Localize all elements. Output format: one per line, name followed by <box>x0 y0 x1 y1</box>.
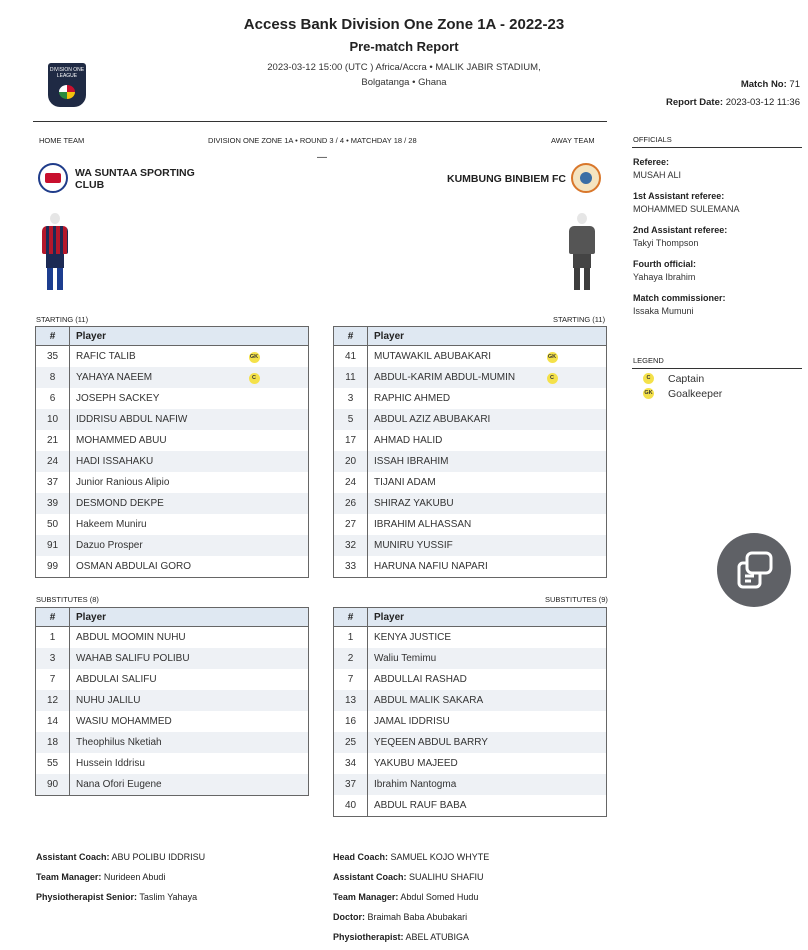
player-name: YAHAYA NAEEM <box>70 367 249 388</box>
player-name: ISSAH IBRAHIM <box>368 451 547 472</box>
report-date-value: 2023-03-12 11:36 <box>725 97 800 108</box>
player-badge-cell <box>249 367 309 388</box>
player-badge-cell <box>547 732 607 753</box>
table-header-row <box>36 327 309 346</box>
official-name: MUSAH ALI <box>633 170 682 180</box>
staff-role: Team Manager: <box>333 892 399 902</box>
staff-role: Head Coach: <box>333 852 389 862</box>
player-name: IBRAHIM ALHASSAN <box>374 519 472 531</box>
table-row <box>334 627 607 648</box>
official-item <box>633 292 803 318</box>
legend <box>643 371 722 401</box>
staff-item <box>333 907 489 927</box>
player-badge-cell <box>547 409 607 430</box>
player-name: MOHAMMED ABUU <box>76 434 167 446</box>
player-badge-cell <box>547 367 607 388</box>
player-name: Hussein Iddrisu <box>76 758 145 770</box>
copy-document-icon <box>736 550 774 590</box>
table-row <box>334 367 607 388</box>
official-role: Match commissioner: <box>633 293 726 303</box>
staff-role: Doctor: <box>333 912 365 922</box>
table-row <box>334 472 607 493</box>
table-row <box>334 409 607 430</box>
player-badge-cell <box>547 795 607 816</box>
staff-item <box>36 887 205 907</box>
table-row <box>36 430 309 451</box>
staff-name: SAMUEL KOJO WHYTE <box>390 852 490 862</box>
player-badge-cell <box>249 472 309 493</box>
table-row <box>334 493 607 514</box>
player-number: 32 <box>334 535 368 556</box>
officials-list <box>633 156 803 326</box>
player-name: OSMAN ABDULAI GORO <box>76 561 192 573</box>
report-date <box>666 97 800 108</box>
player-number: 27 <box>334 514 368 535</box>
player-name: ABDUL AZIZ ABUBAKARI <box>368 409 547 430</box>
staff-role: Assistant Coach: <box>36 852 110 862</box>
player-number: 26 <box>334 493 368 514</box>
away-subs-label: SUBSTITUTES (9) <box>545 595 608 604</box>
player-badge-cell <box>249 346 309 367</box>
player-badge-cell <box>249 690 309 711</box>
player-number: 40 <box>334 795 368 816</box>
score-placeholder: — <box>317 152 327 163</box>
player-number: 2 <box>334 648 368 669</box>
player-badge-cell <box>547 627 607 648</box>
legend-divider <box>632 368 802 369</box>
staff-name: Braimah Baba Abubakari <box>367 912 468 922</box>
player-number: 7 <box>36 669 70 690</box>
table-row <box>334 732 607 753</box>
player-badge-cell <box>547 753 607 774</box>
player-number: 55 <box>36 753 70 774</box>
column-header-number: # <box>334 327 368 346</box>
table-row <box>36 690 309 711</box>
player-number: 12 <box>36 690 70 711</box>
table-row <box>36 514 309 535</box>
official-role: 1st Assistant referee: <box>633 191 725 201</box>
table-row <box>36 367 309 388</box>
staff-name: ABU POLIBU IDDRISU <box>111 852 206 862</box>
official-item <box>633 156 803 182</box>
table-row <box>36 753 309 774</box>
table-row <box>334 711 607 732</box>
player-number: 37 <box>36 472 70 493</box>
column-header-player: Player <box>70 327 309 346</box>
round-info: DIVISION ONE ZONE 1A • ROUND 3 / 4 • MATCHDAY 18 / 28 <box>208 136 417 145</box>
player-name: ABDUL MOOMIN NUHU <box>76 631 186 643</box>
table-header-row <box>334 608 607 627</box>
player-number: 18 <box>36 732 70 753</box>
officials-divider <box>632 147 802 148</box>
player-name: HADI ISSAHAKU <box>70 451 249 472</box>
player-number: 90 <box>36 774 70 795</box>
home-team-crest-icon <box>38 163 68 193</box>
player-badge-cell <box>547 451 607 472</box>
player-number: 34 <box>334 753 368 774</box>
table-row <box>36 451 309 472</box>
goalkeeper-badge-icon: GK <box>643 388 654 399</box>
player-number: 10 <box>36 409 70 430</box>
official-item <box>633 224 803 250</box>
official-name: Issaka Mumuni <box>633 306 694 316</box>
legend-text: Goalkeeper <box>668 387 723 400</box>
official-item <box>633 190 803 216</box>
staff-role: Assistant Coach: <box>333 872 407 882</box>
match-location: Bolgatanga • Ghana <box>361 77 447 88</box>
staff-item <box>333 927 489 947</box>
away-staff-list <box>333 847 489 947</box>
table-row <box>36 493 309 514</box>
player-badge-cell <box>249 669 309 690</box>
player-badge-cell <box>547 711 607 732</box>
goalkeeper-badge-icon: GK <box>547 352 558 363</box>
divider <box>33 121 607 122</box>
table-row <box>36 669 309 690</box>
player-badge-cell <box>547 472 607 493</box>
table-row <box>36 556 309 577</box>
player-name: ABDUL MALIK SAKARA <box>368 690 547 711</box>
staff-name: ABEL ATUBIGA <box>405 932 470 942</box>
official-role: Referee: <box>633 157 670 167</box>
player-name: Hakeem Muniru <box>76 519 147 531</box>
player-number: 16 <box>334 711 368 732</box>
player-name: ABDUL-KARIM ABDUL-MUMIN <box>368 367 547 388</box>
staff-item <box>333 847 489 867</box>
table-row <box>334 795 607 816</box>
player-number: 21 <box>36 430 70 451</box>
player-number: 50 <box>36 514 70 535</box>
player-badge-cell <box>249 451 309 472</box>
player-name: RAPHIC AHMED <box>374 392 451 404</box>
player-badge-cell <box>249 648 309 669</box>
player-badge-cell <box>249 627 309 648</box>
column-header-player: Player <box>368 608 607 627</box>
table-header-row <box>334 327 607 346</box>
table-row <box>334 451 607 472</box>
home-starting-table <box>35 326 309 578</box>
home-staff-list <box>36 847 205 907</box>
table-header-row <box>36 608 309 627</box>
player-badge-cell <box>547 690 607 711</box>
player-number: 11 <box>334 367 368 388</box>
player-badge-cell <box>249 430 309 451</box>
player-name: ABDULLAI RASHAD <box>374 673 467 685</box>
official-role: Fourth official: <box>633 259 696 269</box>
official-item <box>633 258 803 284</box>
copy-document-button[interactable] <box>717 533 791 607</box>
table-row <box>36 346 309 367</box>
column-header-number: # <box>334 608 368 627</box>
report-subtitle: Pre-match Report <box>349 39 459 54</box>
home-starting-label: STARTING (11) <box>36 315 89 324</box>
match-number <box>741 79 800 90</box>
player-name: NUHU JALILU <box>70 690 249 711</box>
report-date-label: Report Date: <box>666 97 724 108</box>
player-number: 99 <box>36 556 70 577</box>
column-header-number: # <box>36 327 70 346</box>
table-row <box>334 753 607 774</box>
table-row <box>36 627 309 648</box>
staff-name: Abdul Somed Hudu <box>400 892 479 902</box>
home-team-label: HOME TEAM <box>39 136 85 145</box>
captain-badge-icon: C <box>249 373 260 384</box>
player-number: 1 <box>36 627 70 648</box>
player-name: MUNIRU YUSSIF <box>368 535 547 556</box>
player-name: WASIU MOHAMMED <box>76 715 172 727</box>
player-name: IDDRISU ABDUL NAFIW <box>70 409 249 430</box>
player-number: 41 <box>334 346 368 367</box>
table-row <box>334 535 607 556</box>
player-number: 1 <box>334 627 368 648</box>
away-subs-table <box>333 607 607 817</box>
column-header-player: Player <box>70 608 309 627</box>
player-number: 24 <box>36 451 70 472</box>
legend-item-goalkeeper <box>643 386 722 401</box>
player-name: HARUNA NAFIU NAPARI <box>374 561 488 573</box>
official-name: MOHAMMED SULEMANA <box>633 204 740 214</box>
player-name: YAKUBU MAJEED <box>374 758 458 770</box>
away-starting-label: STARTING (11) <box>553 315 606 324</box>
player-badge-cell <box>249 493 309 514</box>
player-name: TIJANI ADAM <box>374 477 436 489</box>
player-number: 39 <box>36 493 70 514</box>
table-row <box>334 514 607 535</box>
captain-badge-icon: C <box>643 373 654 384</box>
staff-item <box>333 867 489 887</box>
staff-role: Team Manager: <box>36 872 102 882</box>
player-badge-cell <box>547 430 607 451</box>
official-name: Takyi Thompson <box>633 238 699 248</box>
staff-role: Physiotherapist Senior: <box>36 892 138 902</box>
player-name: JOSEPH SACKEY <box>76 392 160 404</box>
player-number: 33 <box>334 556 368 577</box>
player-number: 91 <box>36 535 70 556</box>
table-row <box>36 388 309 409</box>
table-row <box>36 409 309 430</box>
player-number: 24 <box>334 472 368 493</box>
player-number: 8 <box>36 367 70 388</box>
table-row <box>36 648 309 669</box>
player-name: Nana Ofori Eugene <box>70 774 249 795</box>
player-badge-cell <box>547 514 607 535</box>
player-badge-cell <box>547 535 607 556</box>
player-badge-cell <box>547 556 607 577</box>
player-number: 3 <box>334 388 368 409</box>
player-number: 17 <box>334 430 368 451</box>
staff-name: SUALIHU SHAFIU <box>409 872 484 882</box>
official-role: 2nd Assistant referee: <box>633 225 728 235</box>
table-row <box>334 388 607 409</box>
staff-name: Nurideen Abudi <box>103 872 166 882</box>
player-badge-cell <box>249 774 309 795</box>
player-name: AHMAD HALID <box>374 434 443 446</box>
player-name: Dazuo Prosper <box>70 535 249 556</box>
player-name: SHIRAZ YAKUBU <box>368 493 547 514</box>
away-team-name: KUMBUNG BINBIEM FC <box>447 173 566 185</box>
player-name: ABDULAI SALIFU <box>76 673 157 685</box>
player-name: Waliu Temimu <box>368 648 547 669</box>
table-row <box>36 732 309 753</box>
player-number: 25 <box>334 732 368 753</box>
staff-role: Physiotherapist: <box>333 932 404 942</box>
player-name: Junior Ranious Alipio <box>76 477 170 489</box>
player-badge-cell <box>249 514 309 535</box>
player-number: 14 <box>36 711 70 732</box>
player-badge-cell <box>249 732 309 753</box>
player-badge-cell <box>249 409 309 430</box>
player-badge-cell <box>249 535 309 556</box>
player-name: YEQEEN ABDUL BARRY <box>368 732 547 753</box>
table-row <box>36 711 309 732</box>
staff-name: Taslim Yahaya <box>139 892 198 902</box>
player-name: Theophilus Nketiah <box>70 732 249 753</box>
staff-item <box>36 867 205 887</box>
match-datetime-venue: 2023-03-12 15:00 (UTC ) Africa/Accra • MALIK JABIR STADIUM, <box>267 62 541 73</box>
table-row <box>334 648 607 669</box>
table-row <box>36 535 309 556</box>
player-badge-cell <box>547 774 607 795</box>
away-team-label: AWAY TEAM <box>551 136 595 145</box>
player-name: ABDUL RAUF BABA <box>374 800 467 812</box>
player-badge-cell <box>249 753 309 774</box>
player-number: 13 <box>334 690 368 711</box>
legend-label: LEGEND <box>633 356 664 365</box>
player-number: 20 <box>334 451 368 472</box>
column-header-player: Player <box>368 327 607 346</box>
table-row <box>36 472 309 493</box>
officials-label: OFFICIALS <box>633 135 672 144</box>
player-name: RAFIC TALIB <box>76 350 136 362</box>
goalkeeper-badge-icon: GK <box>249 352 260 363</box>
player-badge-cell <box>547 648 607 669</box>
player-badge-cell <box>547 493 607 514</box>
table-row <box>334 556 607 577</box>
legend-text: Captain <box>668 372 705 385</box>
table-row <box>334 774 607 795</box>
home-subs-table <box>35 607 309 796</box>
match-number-value: 71 <box>789 79 800 90</box>
player-number: 35 <box>36 346 70 367</box>
player-badge-cell <box>249 711 309 732</box>
player-name: MUTAWAKIL ABUBAKARI <box>374 350 492 362</box>
legend-item-captain <box>643 371 722 386</box>
match-number-label: Match No: <box>740 79 787 90</box>
player-name: DESMOND DEKPE <box>70 493 249 514</box>
player-number: 37 <box>334 774 368 795</box>
player-name: WAHAB SALIFU POLIBU <box>70 648 249 669</box>
player-badge-cell <box>249 388 309 409</box>
player-name: KENYA JUSTICE <box>374 631 452 643</box>
report-title: Access Bank Division One Zone 1A - 2022-23 <box>243 16 565 33</box>
staff-item <box>36 847 205 867</box>
staff-item <box>333 887 489 907</box>
player-badge-cell <box>547 346 607 367</box>
player-number: 5 <box>334 409 368 430</box>
captain-badge-icon: C <box>547 373 558 384</box>
table-row <box>36 774 309 795</box>
away-team-crest-icon <box>571 163 601 193</box>
table-row <box>334 690 607 711</box>
table-row <box>334 346 607 367</box>
home-subs-label: SUBSTITUTES (8) <box>36 595 99 604</box>
player-badge-cell <box>547 388 607 409</box>
official-name: Yahaya Ibrahim <box>633 272 696 282</box>
player-badge-cell <box>547 669 607 690</box>
away-starting-table <box>333 326 607 578</box>
league-logo-text: DIVISION ONE LEAGUE <box>49 67 85 79</box>
table-row <box>334 430 607 451</box>
player-name: JAMAL IDDRISU <box>374 715 450 727</box>
player-badge-cell <box>249 556 309 577</box>
player-number: 3 <box>36 648 70 669</box>
home-team-name: WA SUNTAA SPORTING CLUB <box>75 167 195 191</box>
player-number: 7 <box>334 669 368 690</box>
player-number: 6 <box>36 388 70 409</box>
player-name: Ibrahim Nantogma <box>368 774 547 795</box>
column-header-number: # <box>36 608 70 627</box>
table-row <box>334 669 607 690</box>
